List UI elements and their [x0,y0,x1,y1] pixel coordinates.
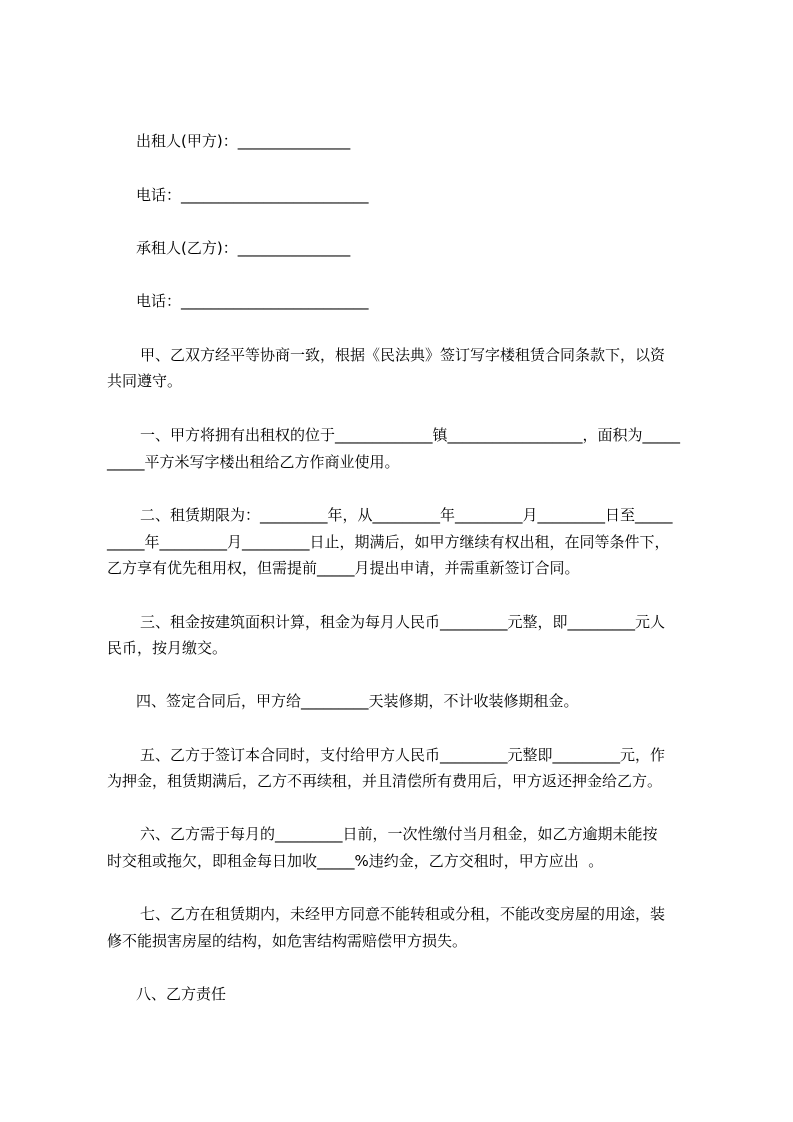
clause-5-line-1: 五、乙方于签订本合同时，支付给甲方人民币_________元整即_________元，作 [140,746,666,764]
clause-2-cont-2 [0,558,793,618]
clause-7-line-1: 七、乙方在租赁期内，未经甲方同意不能转租或分租，不能改变房屋的用途，装 [140,905,666,923]
intro-line-1: 甲、乙双方经平等协商一致，根据《民法典》签订写字楼租赁合同条款下，以资 [140,346,666,364]
clause-6-line-2: 时交租或拖欠，即租金每日加收_____%违约金，乙方交租时，甲方应出 。 [107,852,604,870]
clause-3-line-2: 民币，按月缴交。 [107,639,228,657]
clause-1-line-2: _____平方米写字楼出租给乙方作商业使用。 [107,453,400,471]
lessee-phone-field [0,291,793,351]
lessee-field [0,238,793,298]
clause-2-line-1: 二、租赁期限为：_________年，从_________年_________月_________日至_____ [140,506,673,524]
clause-7-cont [0,931,793,991]
clause-4 [0,691,793,751]
lessee-label: 承租人(乙方)：_______________ [136,239,351,257]
clause-3-line-1: 三、租金按建筑面积计算，租金为每月人民币_________元整，即_________元人 [140,613,666,631]
clause-4-line-1: 四、签定合同后，甲方给_________天装修期，不计收装修期租金。 [136,692,579,710]
clause-8-line-1: 八、乙方责任 [136,985,227,1003]
intro-paragraph-cont [0,371,793,431]
clause-5-cont [0,771,793,831]
clause-7-line-2: 修不能损害房屋的结构，如危害结构需赔偿甲方损失。 [107,932,468,950]
clause-2-line-3: 乙方享有优先租用权，但需提前_____月提出申请，并需重新签订合同。 [107,559,580,577]
clause-3-cont [0,638,793,698]
clause-8 [0,984,793,1044]
clause-5-line-2: 为押金，租赁期满后，乙方不再续租，并且清偿所有费用后，甲方返还押金给乙方。 [107,772,663,790]
clause-2-line-2: _____年_________月_________日止，期满后，如甲方继续有权出租，在同等条件下， [107,533,670,551]
lessor-label: 出租人(甲方)：_______________ [136,132,351,150]
clause-1-line-1: 一、甲方将拥有出租权的位于_____________镇__________________，面积为_____ [140,426,681,444]
lessor-phone-label: 电话：_________________________ [136,186,369,204]
intro-line-2: 共同遵守。 [107,372,183,390]
clause-6-line-1: 六、乙方需于每月的_________日前，一次性缴付当月租金，如乙方逾期未能按 [140,825,658,843]
clause-6-cont [0,851,793,911]
clause-1-cont [0,452,793,512]
lessor-phone-field [0,185,793,245]
lessor-field [0,131,793,191]
lessee-phone-label: 电话：_________________________ [136,292,369,310]
